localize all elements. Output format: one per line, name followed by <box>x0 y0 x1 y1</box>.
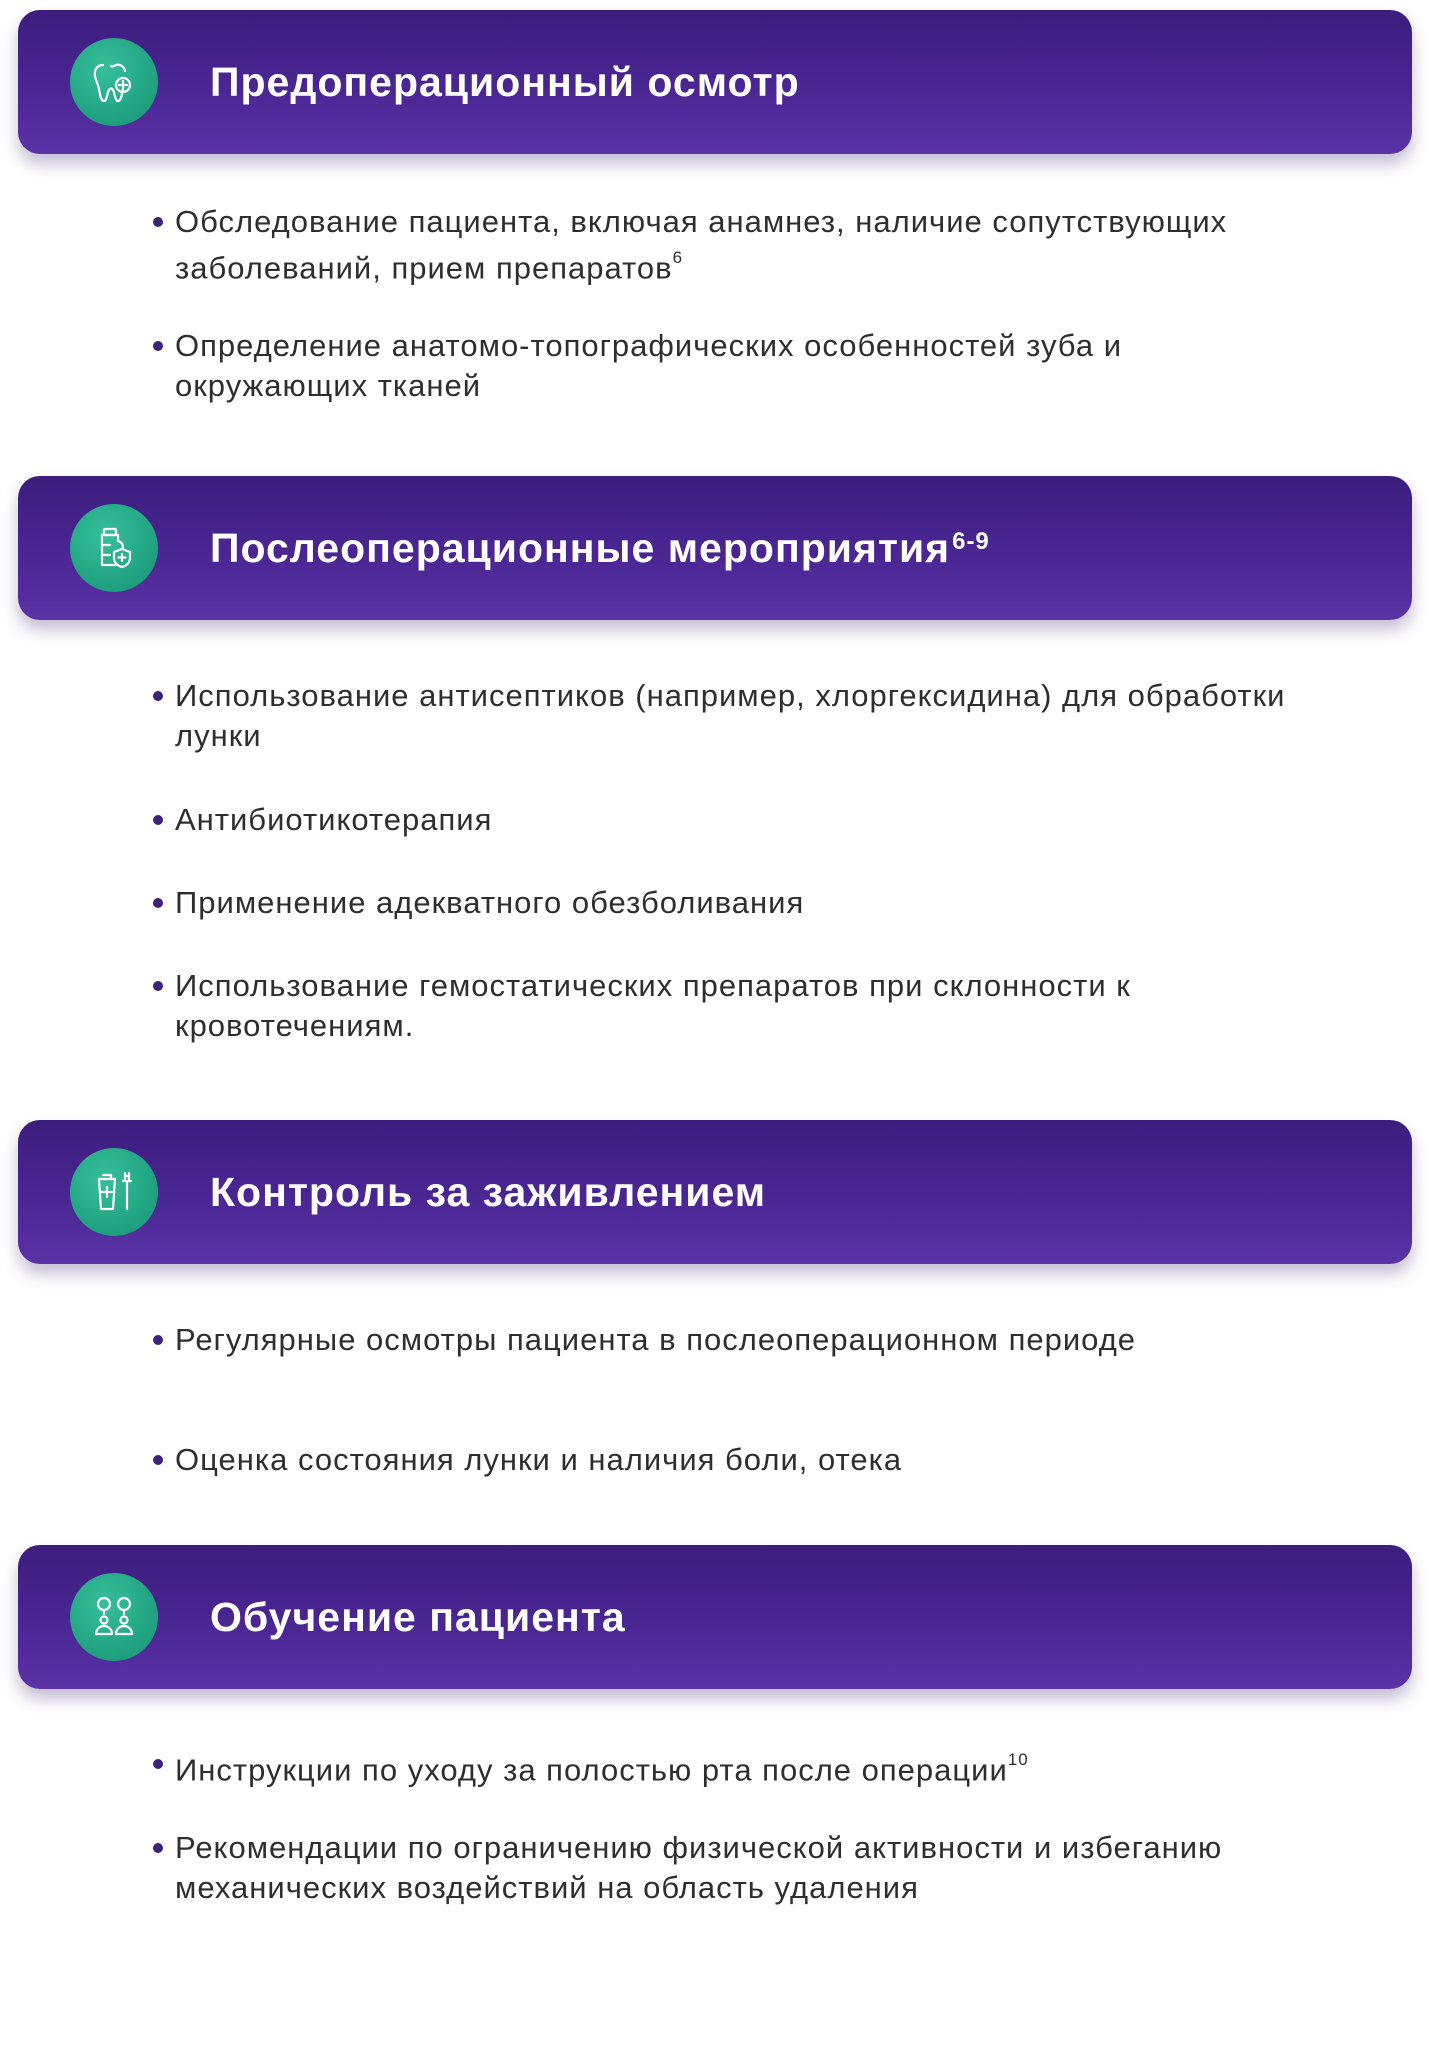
list-item: Применение адекватного обезболивания <box>175 883 1295 923</box>
section-header-healing <box>18 1120 1412 1264</box>
list-item: Рекомендации по ограничению физической активности и избеганию механических воздействий на область удаления <box>175 1828 1295 1908</box>
list-item: Использование антисептиков (например, хлоргексидина) для обработки лунки <box>175 676 1295 756</box>
bullet <box>153 1843 163 1853</box>
list-item: Использование гемостатических препаратов при склонности к кровотечениям. <box>175 966 1295 1046</box>
bullet <box>153 1335 163 1345</box>
list-item: Оценка состояния лунки и наличия боли, отека <box>175 1440 1295 1480</box>
section-header-postop <box>18 476 1412 620</box>
list-item: Инструкции по уходу за полостью рта после операции$^{10}$ <box>175 1744 1295 1790</box>
bullet <box>153 981 163 991</box>
list-item: Антибиотикотерапия <box>175 800 1295 840</box>
section-header-preop <box>18 10 1412 154</box>
list-item: Обследование пациента, включая анамнез, наличие сопутствующих заболеваний, прием препаратов$^6$ <box>175 202 1295 288</box>
consultation-people-icon <box>70 1573 158 1661</box>
bullet <box>153 815 163 825</box>
tooth-plus-icon <box>70 38 158 126</box>
list-item: Определение анатомо-топографических особенностей зуба и окружающих тканей <box>175 326 1295 406</box>
bullet <box>153 691 163 701</box>
section-title: Предоперационный осмотр <box>210 58 800 105</box>
section-title: Контроль за заживлением <box>210 1168 767 1215</box>
medicine-bottle-shield-icon <box>70 504 158 592</box>
section-title: Послеоперационные мероприятия $^{6-9}$ <box>210 524 990 571</box>
bullet <box>153 341 163 351</box>
bullet <box>153 1759 163 1769</box>
section-header-education <box>18 1545 1412 1689</box>
section-title: Обучение пациента <box>210 1593 626 1640</box>
bullet <box>153 217 163 227</box>
list-item: Регулярные осмотры пациента в послеоперационном периоде <box>175 1320 1295 1360</box>
toothpaste-brush-icon <box>70 1148 158 1236</box>
bullet <box>153 1455 163 1465</box>
bullet <box>153 898 163 908</box>
